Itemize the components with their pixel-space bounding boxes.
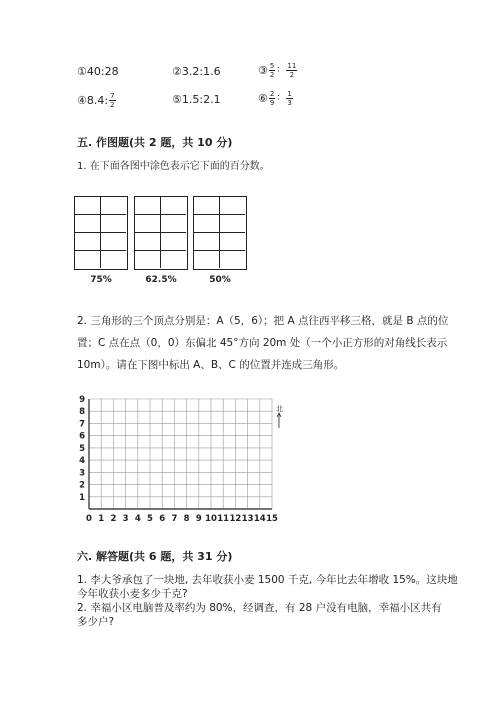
ratio-item-2 — [172, 64, 221, 79]
ratio-marker: ③ — [258, 64, 268, 77]
ratio-item-4 — [77, 92, 117, 109]
question-5-2 — [77, 310, 477, 376]
ratio-marker: ① — [77, 65, 87, 78]
percent-label-3: 50% — [209, 275, 231, 285]
percent-label-2: 62.5% — [145, 275, 177, 285]
ratio-item-6 — [258, 90, 294, 107]
y-tick-label: 6 — [79, 431, 85, 442]
y-tick-label: 9 — [79, 395, 85, 405]
fraction-denominator: 2 — [110, 101, 115, 109]
grid-lines — [89, 399, 272, 509]
ratio-separator: ： — [276, 93, 286, 103]
fraction — [269, 62, 275, 79]
x-tick-label: 3 — [122, 514, 129, 524]
section-5-heading: 五. 作图题(共 2 题，共 10 分) — [77, 136, 233, 149]
ratio-item-5 — [172, 92, 221, 107]
fraction-denominator: 2 — [289, 71, 295, 79]
x-tick-label: 13 — [241, 514, 254, 524]
y-tick-label: 2 — [79, 480, 85, 491]
fraction — [286, 90, 292, 107]
fraction-numerator: 7 — [110, 92, 115, 100]
ratio-marker: ⑥ — [258, 92, 268, 105]
x-tick-label: 9 — [195, 514, 202, 524]
fraction-denominator: 2 — [269, 71, 275, 79]
percent-grid-box-1[interactable] — [74, 196, 128, 270]
x-tick-label: 14 — [253, 514, 266, 524]
question-5-1: 1. 在下面各图中涂色表示它下面的百分数。 — [77, 161, 270, 172]
fraction-denominator: 3 — [287, 99, 292, 107]
y-tick-labels — [79, 395, 85, 503]
y-tick-label: 3 — [79, 468, 85, 479]
percent-grid-box-2[interactable] — [134, 196, 188, 270]
ratio-text: 40:28 — [86, 65, 119, 78]
x-tick-labels — [86, 514, 278, 524]
ratio-marker: ④ — [77, 94, 87, 107]
fraction-numerator: 2 — [269, 90, 275, 98]
y-tick-label: 7 — [79, 419, 85, 430]
y-tick-label: 1 — [79, 492, 85, 503]
x-tick-label: 6 — [159, 514, 166, 524]
x-tick-label: 5 — [147, 514, 153, 524]
question-6-2-line-1: 2. 幸福小区电脑普及率约为 80%，经调查，有 28 户没有电脑，幸福小区共有 — [77, 602, 442, 614]
x-tick-label: 2 — [110, 514, 117, 524]
fraction-numerator: 1 — [287, 90, 292, 98]
question-5-2-line-3: 10m）。请在下图中标出 A、B、C 的位置并连成三角形。 — [77, 359, 345, 371]
coordinate-grid[interactable] — [78, 392, 290, 526]
question-6-2-line-2: 多少户? — [77, 616, 115, 628]
ratio-item-3 — [258, 62, 298, 79]
x-tick-label: 15 — [266, 514, 278, 524]
section-6-heading: 六. 解答题(共 6 题，共 31 分) — [77, 550, 233, 563]
fraction — [269, 90, 275, 107]
question-5-2-line-1: 2. 三角形的三个顶点分别是：A（5，6）；把 A 点往西平移三格，就是 B 点的位 — [77, 315, 449, 327]
ratio-item-1 — [77, 64, 119, 79]
percent-label-1: 75% — [90, 275, 112, 285]
north-indicator — [276, 404, 283, 428]
fraction-numerator: 5 — [269, 62, 275, 70]
x-tick-label: 11 — [217, 514, 230, 524]
x-tick-label: 1 — [98, 514, 105, 524]
ratio-separator: ： — [276, 65, 286, 75]
fraction-numerator: 11 — [287, 62, 297, 70]
grid-axes — [89, 399, 272, 509]
question-5-2-line-2: 置；C 点在点（0，0）东偏北 45°方向 20m 处（一个小正方形的对角线长表示 — [77, 337, 448, 349]
percent-grid-box-3[interactable] — [193, 196, 247, 270]
question-6-2 — [77, 601, 442, 629]
x-tick-label: 8 — [183, 514, 190, 524]
y-tick-label: 5 — [79, 443, 85, 454]
x-tick-label: 12 — [229, 514, 242, 524]
question-6-1-line-2: 今年收获小麦多少千克? — [77, 588, 188, 600]
x-tick-label: 7 — [171, 514, 178, 524]
x-tick-label: 4 — [134, 514, 141, 524]
x-tick-label: 0 — [86, 514, 92, 524]
fraction — [286, 62, 297, 79]
y-tick-label: 8 — [79, 407, 85, 418]
question-6-1-line-1: 1. 李大爷承包了一块地, 去年收获小麦 1500 千克, 今年比去年增收 15%。这块地 — [77, 574, 458, 586]
fraction — [109, 92, 115, 109]
ratio-marker: ⑤ — [172, 93, 182, 106]
ratio-text: 3.2:1.6 — [181, 65, 221, 78]
ratio-marker: ② — [172, 65, 182, 78]
north-label: 北 — [276, 405, 283, 413]
y-tick-label: 4 — [79, 456, 85, 467]
ratio-text: 1.5:2.1 — [181, 93, 221, 106]
fraction-denominator: 9 — [269, 99, 275, 107]
x-tick-label: 10 — [205, 514, 217, 524]
ratio-text: 8.4: — [86, 94, 109, 107]
question-6-1 — [77, 573, 458, 601]
